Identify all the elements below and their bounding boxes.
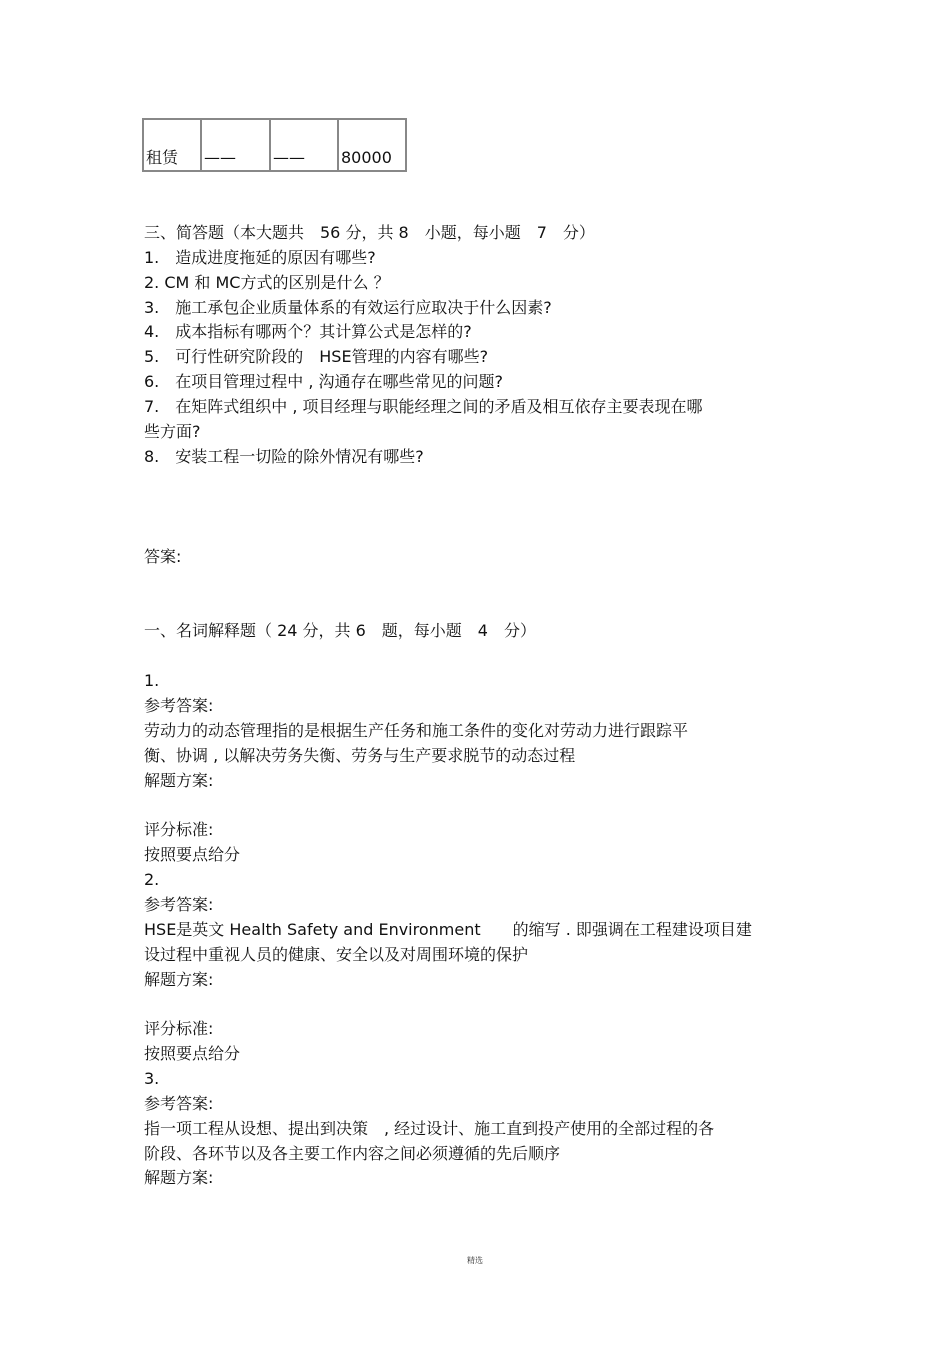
- answers-label: 答案:: [144, 547, 182, 566]
- criteria-text: 按照要点给分: [144, 1044, 241, 1063]
- solution-label: 解题方案:: [144, 771, 214, 790]
- table-cell: 80000: [338, 119, 406, 171]
- reference-answer-label: 参考答案:: [144, 1094, 214, 1113]
- table-row: [143, 119, 406, 171]
- section-heading: 一、名词解释题（ 24 分，共 6 题，每小题 4 分）: [144, 621, 536, 640]
- criteria-label: 评分标准:: [144, 820, 214, 839]
- rent-table: [142, 118, 407, 172]
- question-line: 6. 在项目管理过程中 , 沟通存在哪些常见的问题?: [144, 372, 504, 391]
- question-line: 3. 施工承包企业质量体系的有效运行应取决于什么因素?: [144, 298, 552, 317]
- question-line: 4. 成本指标有哪两个？其计算公式是怎样的?: [144, 322, 472, 341]
- reference-answer-text: 劳动力的动态管理指的是根据生产任务和施工条件的变化对劳动力进行跟踪平: [144, 721, 689, 740]
- reference-answer-label: 参考答案:: [144, 895, 214, 914]
- solution-label: 解题方案:: [144, 1168, 214, 1187]
- reference-answer-text: 衡、协调 , 以解决劳务失衡、劳务与生产要求脱节的动态过程: [144, 746, 576, 765]
- section-heading: 三、简答题（本大题共 56 分，共 8 小题，每小题 7 分）: [144, 223, 595, 242]
- page-footer: 精选: [467, 1256, 483, 1265]
- solution-label: 解题方案:: [144, 970, 214, 989]
- answer-number: 2.: [144, 870, 160, 889]
- table-cell: ——: [270, 119, 338, 171]
- question-line: 1. 造成进度拖延的原因有哪些?: [144, 248, 376, 267]
- reference-answer-text: 指一项工程从设想、提出到决策 , 经过设计、施工直到投产使用的全部过程的各: [144, 1119, 715, 1138]
- table-cell: ——: [201, 119, 270, 171]
- answer-number: 3.: [144, 1069, 160, 1088]
- reference-answer-text: 阶段、各环节以及各主要工作内容之间必须遵循的先后顺序: [144, 1144, 561, 1163]
- criteria-text: 按照要点给分: [144, 845, 241, 864]
- question-line: 7. 在矩阵式组织中 , 项目经理与职能经理之间的矛盾及相互依存主要表现在哪: [144, 397, 703, 416]
- answer-number: 1.: [144, 671, 160, 690]
- question-line: 些方面?: [144, 422, 201, 441]
- reference-answer-text: 设过程中重视人员的健康、安全以及对周围环境的保护: [144, 945, 529, 964]
- question-line: 2. CM 和 MC方式的区别是什么 ？: [144, 273, 390, 292]
- criteria-label: 评分标准:: [144, 1019, 214, 1038]
- reference-answer-text: HSE是英文 Health Safety and Environment 的缩写 . 即强调在工程建设项目建: [144, 920, 752, 939]
- table-cell: 租赁: [143, 119, 201, 171]
- reference-answer-label: 参考答案:: [144, 696, 214, 715]
- question-line: 5. 可行性研究阶段的 HSE管理的内容有哪些?: [144, 347, 489, 366]
- question-line: 8. 安装工程一切险的除外情况有哪些?: [144, 447, 424, 466]
